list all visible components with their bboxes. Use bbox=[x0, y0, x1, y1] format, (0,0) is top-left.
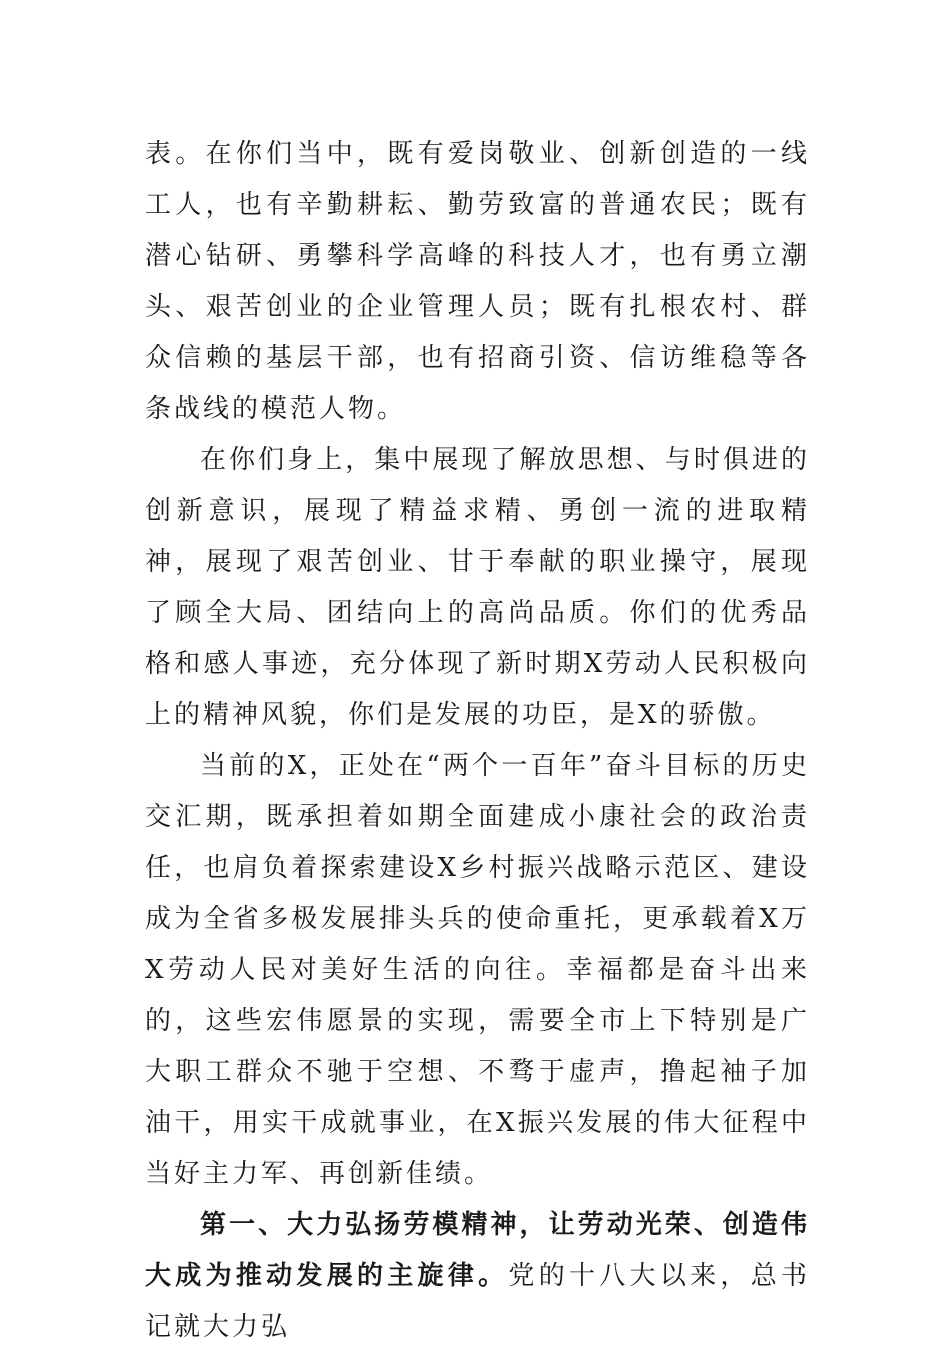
document-body bbox=[145, 129, 810, 1353]
paragraph-1 bbox=[145, 129, 810, 435]
paragraph-4-text: 党的十八大以来，总书记就大力弘 bbox=[145, 1261, 810, 1342]
paragraph-2 bbox=[145, 435, 810, 741]
paragraph-1-text: 表。在你们当中，既有爱岗敬业、创新创造的一线工人，也有辛勤耕耘、勤劳致富的普通农民；既有潜心钻研、勇攀科学高峰的科技人才，也有勇立潮头、艰苦创业的企业管理人员；既有扎根农村、群众信赖的基层干部，也有招商引资、信访维稳等各条战线的模范人物。 bbox=[145, 139, 810, 424]
paragraph-2-text: 在你们身上，集中展现了解放思想、与时俱进的创新意识，展现了精益求精、勇创一流的进取精神，展现了艰苦创业、甘于奉献的职业操守，展现了顾全大局、团结向上的高尚品质。你们的优秀品格和感人事迹，充分体现了新时期X劳动人民积极向上的精神风貌，你们是发展的功臣，是X的骄傲。 bbox=[145, 445, 810, 730]
paragraph-3-text: 当前的X，正处在“两个一百年”奋斗目标的历史交汇期，既承担着如期全面建成小康社会的政治责任，也肩负着探索建设X乡村振兴战略示范区、建设成为全省多极发展排头兵的使命重托，更承载着X万X劳动人民对美好生活的向往。幸福都是奋斗出来的，这些宏伟愿景的实现，需要全市上下特别是广大职工群众不驰于空想、不骛于虚声，撸起袖子加油干，用实干成就事业，在X振兴发展的伟大征程中当好主力军、再创新佳绩。 bbox=[145, 751, 810, 1189]
paragraph-4-heading: 第一、大力弘扬劳模精神，让劳动光荣、创造伟大成为推动发展的主旋律。 bbox=[145, 1210, 810, 1291]
paragraph-4 bbox=[145, 1200, 810, 1353]
paragraph-3 bbox=[145, 741, 810, 1200]
